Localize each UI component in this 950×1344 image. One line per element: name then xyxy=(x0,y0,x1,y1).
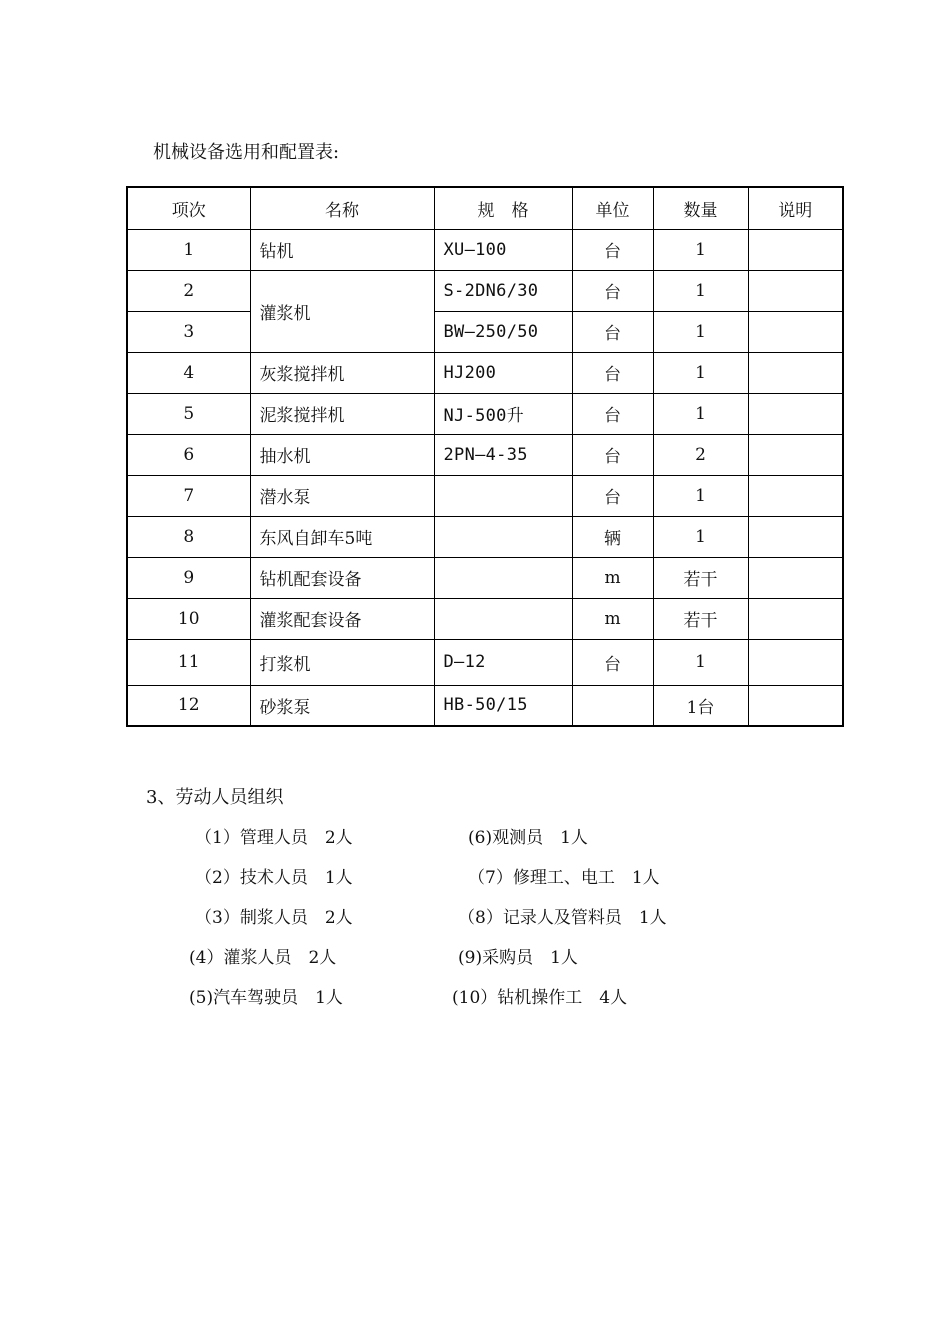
row-name: 砂浆泵 xyxy=(250,685,434,726)
row-no: 2 xyxy=(127,270,250,311)
labor-section-title: 3、劳动人员组织 xyxy=(146,787,284,808)
row-spec xyxy=(434,598,572,639)
row-spec: XU—100 xyxy=(434,229,572,270)
row-note xyxy=(748,598,843,639)
staff-item: （2）技术人员 1人 xyxy=(195,868,353,888)
row-unit: 台 xyxy=(572,352,653,393)
row-unit xyxy=(572,685,653,726)
table-row xyxy=(127,311,843,352)
staff-item: (9)采购员 1人 xyxy=(458,948,578,968)
staff-item: （3）制浆人员 2人 xyxy=(195,908,353,928)
row-qty: 1 xyxy=(653,270,748,311)
row-unit: 台 xyxy=(572,270,653,311)
header-cell-spec: 规 格 xyxy=(434,187,572,229)
row-spec xyxy=(434,475,572,516)
table-row xyxy=(127,393,843,434)
row-no: 6 xyxy=(127,434,250,475)
table-row xyxy=(127,352,843,393)
row-spec: 2PN—4-35 xyxy=(434,434,572,475)
staff-item: (10）钻机操作工 4人 xyxy=(452,988,628,1008)
row-no: 12 xyxy=(127,685,250,726)
row-qty: 1 xyxy=(653,229,748,270)
table-row xyxy=(127,598,843,639)
row-qty: 若干 xyxy=(653,598,748,639)
row-unit: m xyxy=(572,557,653,598)
row-note xyxy=(748,639,843,685)
row-qty: 1 xyxy=(653,639,748,685)
header-cell-name: 名称 xyxy=(250,187,434,229)
equipment-table xyxy=(126,186,844,727)
row-unit: 台 xyxy=(572,639,653,685)
header-cell-unit: 单位 xyxy=(572,187,653,229)
row-note xyxy=(748,475,843,516)
row-spec: NJ-500升 xyxy=(434,393,572,434)
row-spec xyxy=(434,516,572,557)
row-unit: 台 xyxy=(572,229,653,270)
row-no: 1 xyxy=(127,229,250,270)
table-row xyxy=(127,685,843,726)
row-qty: 2 xyxy=(653,434,748,475)
row-qty: 1 xyxy=(653,393,748,434)
row-no: 4 xyxy=(127,352,250,393)
row-qty: 1 xyxy=(653,311,748,352)
row-note xyxy=(748,270,843,311)
header-cell-no: 项次 xyxy=(127,187,250,229)
table-heading: 机械设备选用和配置表: xyxy=(153,142,340,163)
row-no: 10 xyxy=(127,598,250,639)
staff-item: (5)汽车驾驶员 1人 xyxy=(189,988,343,1008)
row-no: 11 xyxy=(127,639,250,685)
row-note xyxy=(748,434,843,475)
row-no: 5 xyxy=(127,393,250,434)
row-unit: 辆 xyxy=(572,516,653,557)
row-qty: 1台 xyxy=(653,685,748,726)
row-note xyxy=(748,393,843,434)
row-name: 灌浆机 xyxy=(250,270,434,352)
table-row xyxy=(127,475,843,516)
row-spec: HJ200 xyxy=(434,352,572,393)
row-unit: m xyxy=(572,598,653,639)
row-spec: D—12 xyxy=(434,639,572,685)
row-name: 打浆机 xyxy=(250,639,434,685)
row-spec: BW—250/50 xyxy=(434,311,572,352)
row-note xyxy=(748,557,843,598)
staff-item: (4）灌浆人员 2人 xyxy=(189,948,337,968)
row-unit: 台 xyxy=(572,393,653,434)
table-header-row xyxy=(127,187,843,229)
table-row xyxy=(127,229,843,270)
row-spec xyxy=(434,557,572,598)
row-name: 泥浆搅拌机 xyxy=(250,393,434,434)
row-name: 抽水机 xyxy=(250,434,434,475)
row-no: 8 xyxy=(127,516,250,557)
table-row xyxy=(127,516,843,557)
row-note xyxy=(748,229,843,270)
row-qty: 若干 xyxy=(653,557,748,598)
row-note xyxy=(748,516,843,557)
row-note xyxy=(748,352,843,393)
row-spec: HB-50/15 xyxy=(434,685,572,726)
staff-item: （8）记录人及管料员 1人 xyxy=(458,908,667,928)
row-no: 3 xyxy=(127,311,250,352)
row-qty: 1 xyxy=(653,352,748,393)
row-unit: 台 xyxy=(572,475,653,516)
table-row xyxy=(127,270,843,311)
row-unit: 台 xyxy=(572,311,653,352)
header-cell-note: 说明 xyxy=(748,187,843,229)
row-no: 9 xyxy=(127,557,250,598)
row-qty: 1 xyxy=(653,516,748,557)
row-name: 钻机 xyxy=(250,229,434,270)
row-name: 东风自卸车5吨 xyxy=(250,516,434,557)
row-name: 钻机配套设备 xyxy=(250,557,434,598)
row-name: 灌浆配套设备 xyxy=(250,598,434,639)
row-note xyxy=(748,685,843,726)
staff-item: （1）管理人员 2人 xyxy=(195,828,353,848)
table-row xyxy=(127,434,843,475)
staff-item: （7）修理工、电工 1人 xyxy=(468,868,660,888)
row-unit: 台 xyxy=(572,434,653,475)
row-spec: S-2DN6/30 xyxy=(434,270,572,311)
table-row xyxy=(127,639,843,685)
row-name: 灰浆搅拌机 xyxy=(250,352,434,393)
staff-item: (6)观测员 1人 xyxy=(468,828,588,848)
row-note xyxy=(748,311,843,352)
row-no: 7 xyxy=(127,475,250,516)
row-name: 潜水泵 xyxy=(250,475,434,516)
header-cell-qty: 数量 xyxy=(653,187,748,229)
table-row xyxy=(127,557,843,598)
row-qty: 1 xyxy=(653,475,748,516)
